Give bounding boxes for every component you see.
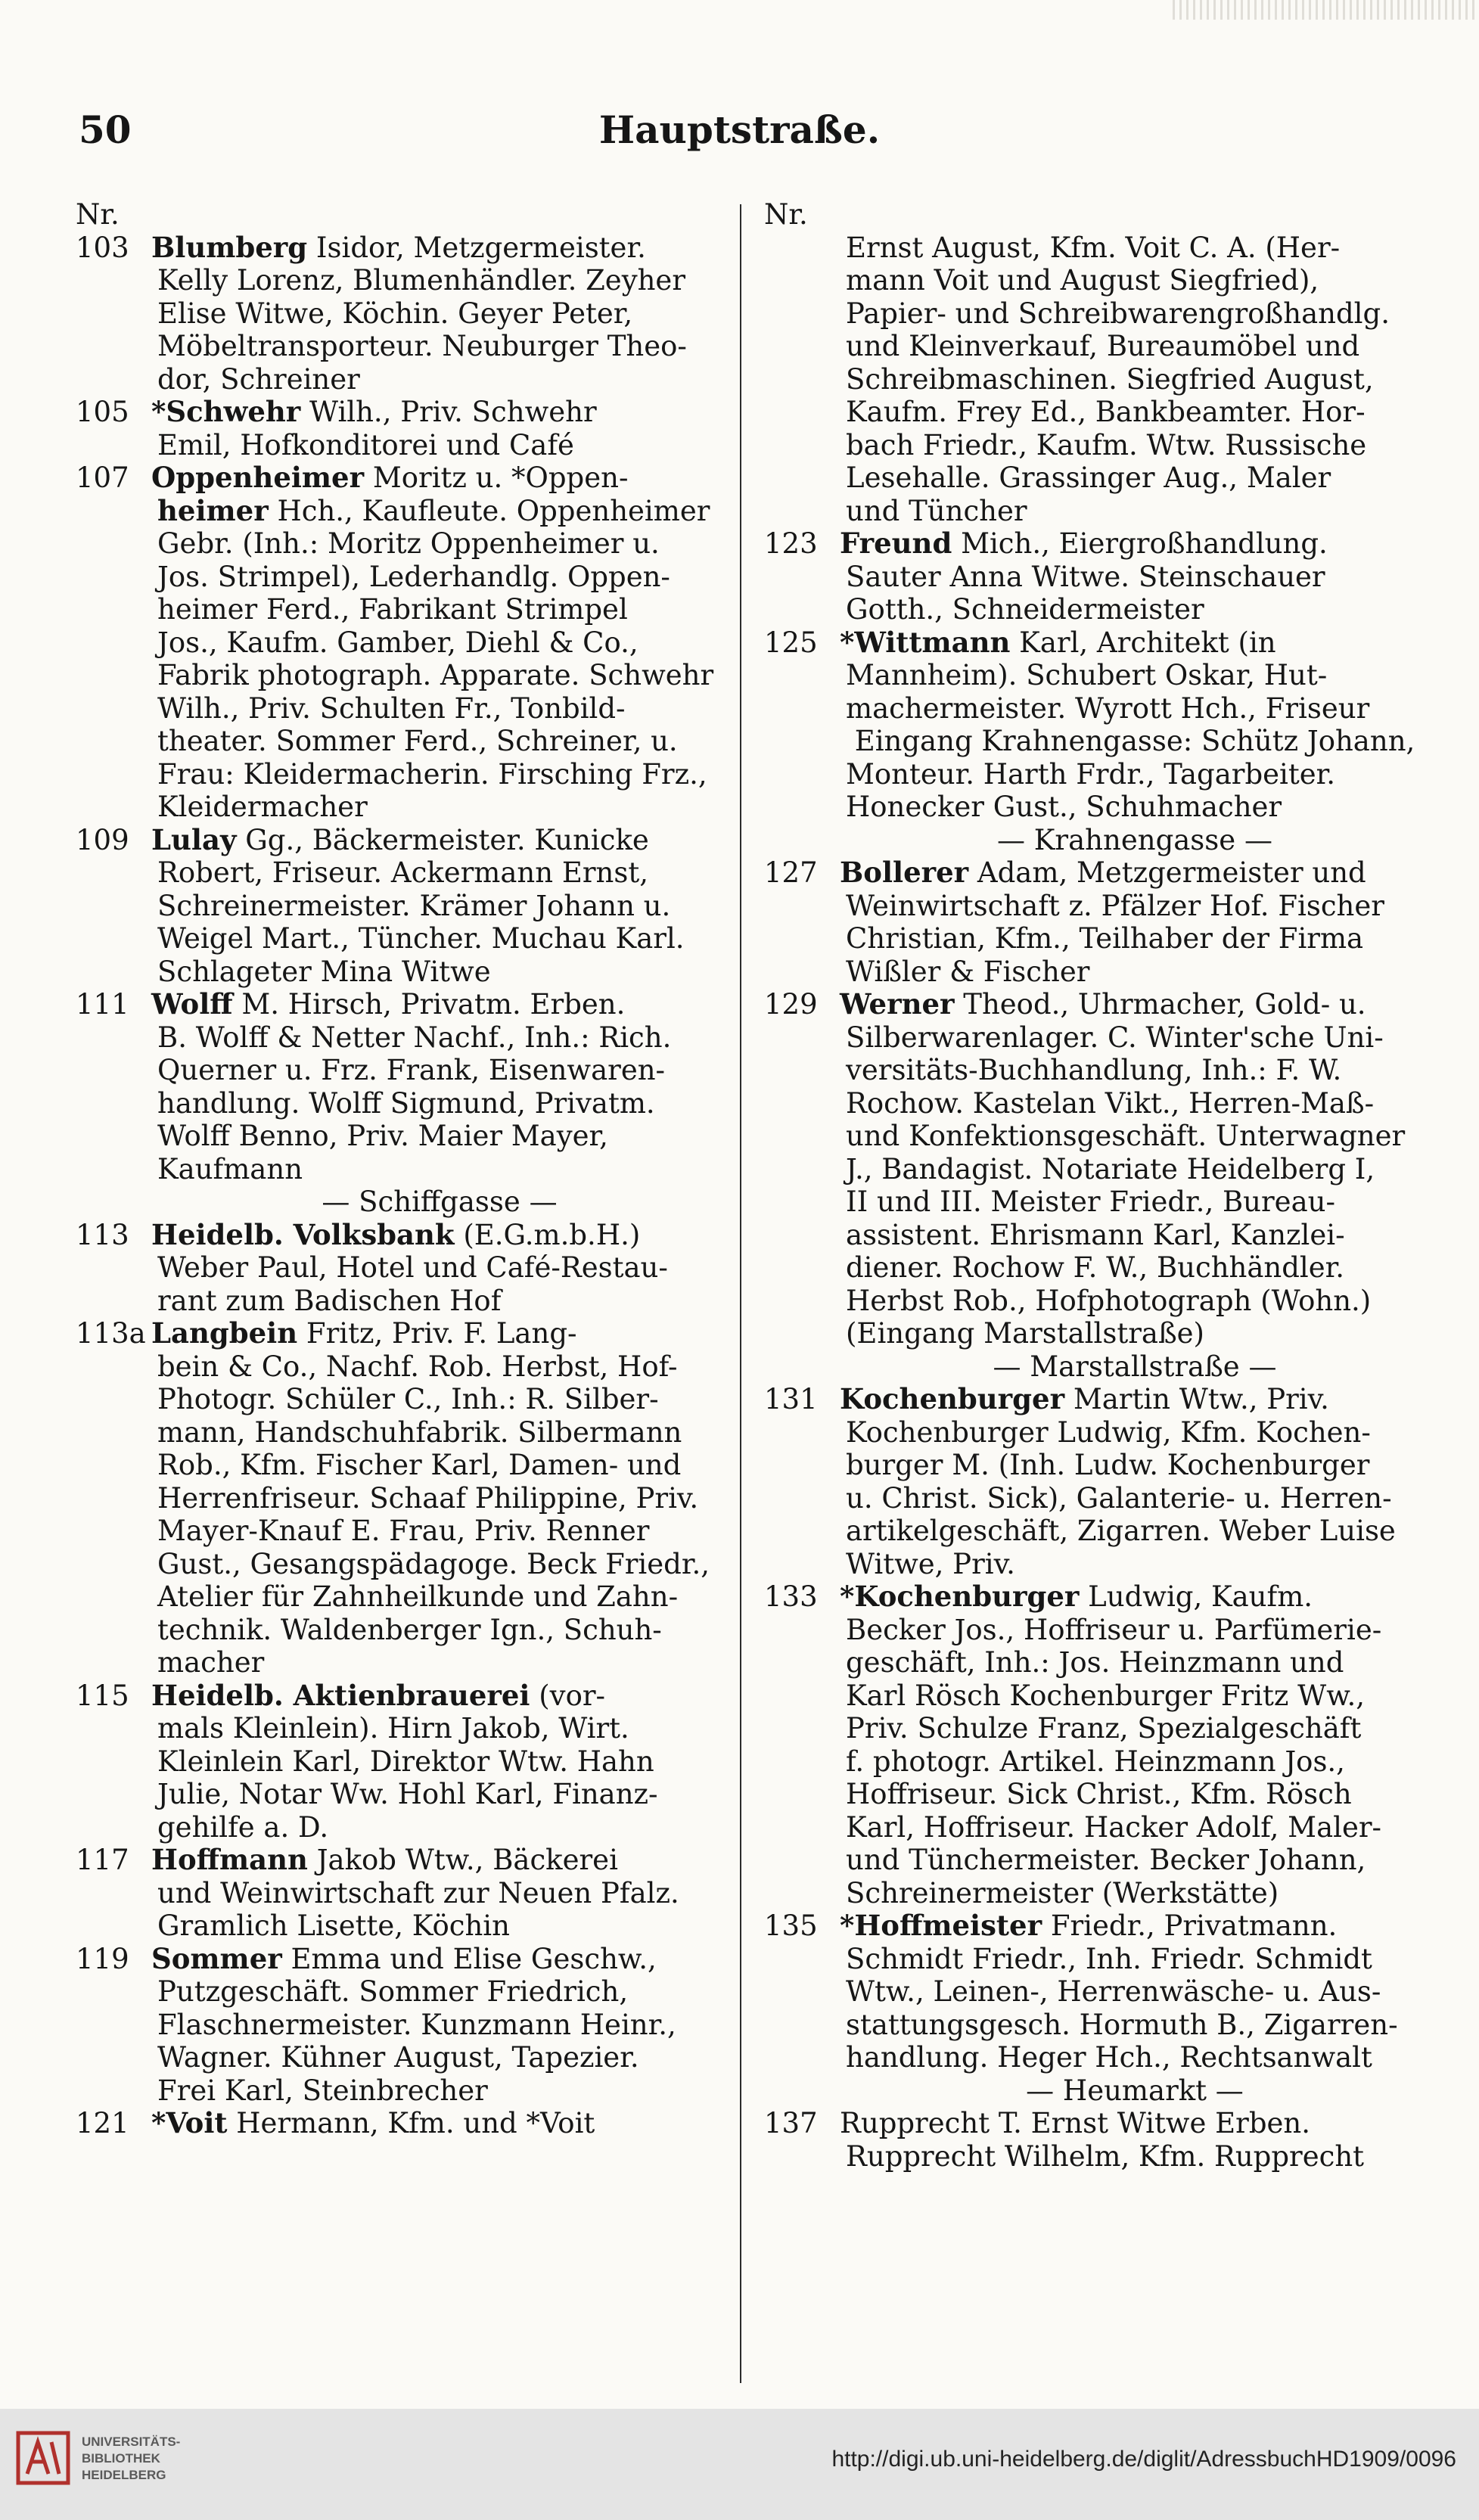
house-number: 107 [76, 461, 129, 494]
entry-text: und Konfektionsgeschäft. Unterwagner [846, 1120, 1406, 1152]
entry-text: Gg., Bäckermeister. Kunicke [236, 823, 649, 856]
entry-heading: Blumberg [151, 231, 308, 264]
entry-continuation-line [76, 1054, 728, 1087]
entry-continuation-line [76, 561, 728, 594]
entry-first-line [76, 1943, 728, 1976]
entry-continuation-line [76, 1712, 728, 1745]
entry-continuation-line [764, 1021, 1430, 1055]
street-separator: Eingang Krahnengasse: Schütz Johann, [854, 725, 1415, 757]
entry-continuation-line [76, 1778, 728, 1811]
entry-text: Mich., Eiergroßhandlung. [952, 527, 1328, 560]
entry-continuation-line [764, 297, 1430, 331]
entry-text: Theod., Uhrmacher, Gold- u. [954, 988, 1366, 1021]
entry-text: versitäts-Buchhandlung, Inh.: F. W. [846, 1054, 1342, 1086]
entry-continuation-line [764, 1317, 1430, 1350]
entry-continuation-line [76, 922, 728, 955]
entry-text: J., Bandagist. Notariate Heidelberg I, [846, 1152, 1375, 1185]
entry-first-line [76, 461, 728, 495]
entry-continuation-line [764, 1416, 1430, 1450]
entry-text: Gramlich Lisette, Köchin [157, 1909, 510, 1942]
house-number: 113 [76, 1218, 129, 1251]
entry-text: mals Kleinlein). Hirn Jakob, Wirt. [157, 1712, 629, 1745]
entry-continuation-line [76, 264, 728, 297]
entry-text: Gust., Gesangspädagoge. Beck Friedr., [157, 1547, 710, 1580]
entry-text: mann Voit und August Siegfried), [846, 264, 1319, 297]
entry-text: Flaschnermeister. Kunzmann Heinr., [157, 2008, 676, 2041]
entry-continuation-line [764, 461, 1430, 495]
entry-continuation-line [76, 1350, 728, 1384]
entry-text: Honecker Gust., Schuhmacher [846, 791, 1282, 823]
entry-continuation-line [764, 1120, 1430, 1153]
entry-text: handlung. Wolff Sigmund, Privatm. [157, 1086, 655, 1120]
entry-continuation-line [76, 1548, 728, 1581]
entry-text: Wilh., Priv. Schulten Fr., Tonbild- [157, 691, 626, 725]
entry-continuation-line [764, 396, 1430, 429]
entry-text: Silberwarenlager. C. Winter'sche Uni- [846, 1021, 1384, 1054]
entry-continuation-line [76, 1153, 728, 1186]
entry-heading: heimer [157, 494, 269, 527]
entry-continuation-line [76, 725, 728, 758]
house-number: 111 [76, 988, 129, 1021]
street-separator: — Krahnengasse — [997, 823, 1272, 856]
entry-first-line [764, 2107, 1430, 2140]
house-number: 103 [76, 231, 129, 264]
entry-continuation-line [764, 1975, 1430, 2009]
entry-text: Monteur. Harth Frdr., Tagarbeiter. [846, 757, 1336, 791]
entry-continuation-line [764, 1844, 1430, 1877]
house-number: Nr. [764, 198, 808, 231]
entry-continuation-line [76, 1614, 728, 1647]
entry-continuation-line [76, 297, 728, 331]
entry-text: Weinwirtschaft z. Pfälzer Hof. Fischer [846, 889, 1384, 922]
entry-text: theater. Sommer Ferd., Schreiner, u. [157, 725, 678, 757]
entry-text: Putzgeschäft. Sommer Friedrich, [157, 1975, 629, 2008]
entry-text: und Kleinverkauf, Bureaumöbel und [846, 330, 1360, 362]
entry-text: Wißler & Fischer [846, 955, 1090, 988]
entry-first-line [764, 198, 1430, 231]
entry-heading: Freund [840, 527, 952, 560]
entry-first-line [764, 988, 1430, 1021]
entry-text: Martin Wtw., Priv. [1064, 1383, 1329, 1415]
entry-text: Mannheim). Schubert Oskar, Hut- [846, 659, 1328, 691]
entry-text: Julie, Notar Ww. Hohl Karl, Finanz- [157, 1778, 658, 1810]
entry-heading: Langbein [151, 1317, 298, 1350]
entry-continuation-line [76, 1515, 728, 1548]
viewer-footer [0, 2409, 1479, 2520]
entry-heading: *Hoffmeister [840, 1909, 1042, 1942]
entry-text: technik. Waldenberger Ign., Schuh- [157, 1613, 662, 1646]
house-number: 115 [76, 1679, 129, 1712]
entry-text: bach Friedr., Kaufm. Wtw. Russische [846, 428, 1367, 461]
entry-text: Wilh., Priv. Schwehr [300, 396, 597, 428]
house-number: 117 [76, 1844, 129, 1876]
entry-text: assistent. Ehrismann Karl, Kanzlei- [846, 1218, 1345, 1251]
source-url-link[interactable]: http://digi.ub.uni-heidelberg.de/diglit/AdressbuchHD1909/0096 [831, 2447, 1456, 2472]
entry-text: Isidor, Metzgermeister. [307, 231, 646, 264]
house-number: 127 [764, 856, 818, 889]
entry-text: (E.G.m.b.H.) [454, 1218, 641, 1251]
house-number: 121 [76, 2107, 129, 2139]
entry-continuation-line [76, 2041, 728, 2074]
entry-text: Photogr. Schüler C., Inh.: R. Silber- [157, 1383, 659, 1415]
entry-heading: *Voit [151, 2107, 228, 2139]
entry-continuation-line [76, 1285, 728, 1318]
column-divider [740, 204, 741, 2383]
entry-continuation-line [764, 561, 1430, 594]
entry-text: (vor- [530, 1679, 606, 1712]
entry-text: Hch., Kaufleute. Oppenheimer [268, 494, 710, 527]
entry-first-line [764, 1580, 1430, 1614]
entry-text: Hermann, Kfm. und *Voit [227, 2107, 595, 2139]
entry-text: Jakob Wtw., Bäckerei [307, 1844, 618, 1876]
street-separator: — Marstallstraße — [993, 1350, 1277, 1383]
entry-text: Hoffriseur. Sick Christ., Kfm. Rösch [846, 1778, 1352, 1810]
entry-continuation-line [764, 1679, 1430, 1713]
entry-text: burger M. (Inh. Ludw. Kochenburger [846, 1449, 1370, 1481]
entry-continuation-line [76, 1580, 728, 1614]
entry-continuation-line [76, 1646, 728, 1679]
entry-text: B. Wolff & Netter Nachf., Inh.: Rich. [157, 1021, 672, 1054]
entry-continuation-line [764, 1646, 1430, 1679]
entry-continuation-line [764, 1153, 1430, 1186]
entry-text: machermeister. Wyrott Hch., Friseur [846, 691, 1370, 725]
entry-text: Kaufm. Frey Ed., Bankbeamter. Hor- [846, 396, 1366, 428]
entry-text: rant zum Badischen Hof [157, 1284, 502, 1317]
entry-text: Kaufmann [157, 1152, 303, 1185]
entry-text: Emma und Elise Geschw., [281, 1942, 657, 1975]
entry-continuation-line [764, 1712, 1430, 1745]
entry-heading: *Schwehr [151, 396, 301, 428]
entry-continuation-line [764, 1251, 1430, 1285]
entry-text: Priv. Schulze Franz, Spezialgeschäft [846, 1712, 1362, 1745]
house-number: 113a [76, 1317, 146, 1350]
street-separator: — Heumarkt — [1026, 2074, 1244, 2107]
logo-line-1: UNIVERSITÄTS- [82, 2435, 181, 2449]
entry-continuation-line [764, 363, 1430, 396]
entry-continuation-line [764, 1054, 1430, 1087]
entry-text: Karl Rösch Kochenburger Fritz Ww., [846, 1679, 1365, 1712]
entry-continuation-line [764, 1482, 1430, 1515]
entry-heading: Sommer [151, 1942, 282, 1975]
page-number: 50 [79, 107, 132, 152]
house-number: 123 [764, 527, 818, 560]
house-number: 135 [764, 1909, 818, 1942]
entry-text: Karl, Architekt (in [1010, 626, 1276, 659]
entry-continuation-line [76, 1449, 728, 1482]
entry-continuation-line [764, 2041, 1430, 2074]
entry-continuation-line [764, 890, 1430, 923]
entry-continuation-line [76, 1120, 728, 1153]
entry-continuation-line [76, 791, 728, 824]
entry-text: bein & Co., Nachf. Rob. Herbst, Hof- [157, 1350, 678, 1383]
entry-text: Schmidt Friedr., Inh. Friedr. Schmidt [846, 1942, 1372, 1975]
house-number: 129 [764, 988, 818, 1021]
entry-first-line [76, 231, 728, 265]
entry-continuation-line [76, 659, 728, 692]
entry-text: Rupprecht Wilhelm, Kfm. Rupprecht [846, 2139, 1365, 2173]
entry-text: Rochow. Kastelan Vikt., Herren-Maß- [846, 1086, 1375, 1120]
entry-text: Schreibmaschinen. Siegfried August, [846, 362, 1374, 396]
entry-text: Ernst August, Kfm. Voit C. A. (Her- [846, 231, 1341, 264]
entry-text: Jos., Kaufm. Gamber, Diehl & Co., [157, 626, 639, 659]
entry-continuation-line [764, 692, 1430, 726]
entry-text: M. Hirsch, Privatm. Erben. [232, 988, 626, 1021]
house-number: 131 [764, 1383, 818, 1415]
entry-text: II und III. Meister Friedr., Bureau- [846, 1185, 1335, 1218]
entry-text: Frau: Kleidermacherin. Firsching Frz., [157, 757, 707, 791]
entry-first-line [764, 527, 1430, 561]
entry-text: Mayer-Knauf E. Frau, Priv. Renner [157, 1515, 650, 1547]
entry-text: Jos. Strimpel), Lederhandlg. Oppen- [157, 560, 670, 593]
entry-continuation-line [764, 231, 1430, 265]
entry-text: Schlageter Mina Witwe [157, 955, 491, 988]
entry-text: Rupprecht T. Ernst Witwe Erben. [840, 2107, 1311, 2139]
entry-heading: Bollerer [840, 856, 969, 889]
house-number: 105 [76, 396, 129, 428]
entry-text: Robert, Friseur. Ackermann Ernst, [157, 856, 648, 889]
entry-continuation-line [76, 955, 728, 989]
entry-text: stattungsgesch. Hormuth B., Zigarren- [846, 2008, 1398, 2041]
entry-first-line [764, 856, 1430, 890]
entry-text: mann, Handschuhfabrik. Silbermann [157, 1415, 682, 1449]
entry-continuation-line [76, 330, 728, 363]
house-number: Nr. [76, 198, 120, 231]
entry-continuation-line [76, 856, 728, 890]
house-number: 137 [764, 2107, 818, 2139]
entry-continuation-line [76, 1909, 728, 1943]
entry-text: und Tünchermeister. Becker Johann, [846, 1844, 1366, 1876]
page-header [0, 107, 1479, 168]
entry-text: Schreinermeister (Werkstätte) [846, 1876, 1279, 1909]
entry-continuation-line [764, 1185, 1430, 1219]
entry-continuation-line [76, 1251, 728, 1285]
entry-heading: Hoffmann [151, 1844, 308, 1876]
entry-text: Rob., Kfm. Fischer Karl, Damen- und [157, 1449, 682, 1481]
entry-continuation-line [764, 1877, 1430, 1910]
entry-continuation-line [76, 363, 728, 396]
entry-text: u. Christ. Sick), Galanterie- u. Herren- [846, 1481, 1392, 1515]
entry-text: Möbeltransporteur. Neuburger Theo- [157, 330, 687, 362]
entry-text: Weber Paul, Hotel und Café-Restau- [157, 1251, 668, 1284]
entry-continuation-line [764, 1811, 1430, 1844]
entry-text: Moritz u. *Oppen- [364, 461, 629, 494]
entry-text: Kleidermacher [157, 791, 368, 823]
entry-continuation-line [76, 429, 728, 462]
logo-line-3: HEIDELBERG [82, 2468, 166, 2482]
entry-text: dor, Schreiner [157, 362, 360, 396]
entry-text: Papier- und Schreibwarengroßhandlg. [846, 297, 1390, 330]
entry-text: Herbst Rob., Hofphotograph (Wohn.) [846, 1284, 1372, 1317]
entry-first-line [76, 1219, 728, 1252]
entry-continuation-line [764, 429, 1430, 462]
entry-heading: Oppenheimer [151, 461, 365, 494]
entry-continuation-line [76, 890, 728, 923]
entry-text: macher [157, 1646, 265, 1679]
entry-text: Fabrik photograph. Apparate. Schwehr [157, 659, 714, 691]
entry-continuation-line [764, 659, 1430, 692]
entry-continuation-line [764, 1285, 1430, 1318]
entry-text: artikelgeschäft, Zigarren. Weber Luise [846, 1515, 1396, 1547]
entry-text: (Eingang Marstallstraße) [846, 1317, 1204, 1350]
entry-first-line [76, 198, 728, 231]
entry-text: diener. Rochow F. W., Buchhändler. [846, 1251, 1345, 1284]
entry-continuation-line [76, 1482, 728, 1515]
entry-text: Wagner. Kühner August, Tapezier. [157, 2041, 639, 2074]
entry-text: Emil, Hofkonditorei und Café [157, 428, 574, 461]
entry-text: Wtw., Leinen-, Herrenwäsche- u. Aus- [846, 1975, 1381, 2008]
entry-continuation-line [764, 1219, 1430, 1252]
house-number: 109 [76, 823, 129, 856]
entry-first-line [76, 2107, 728, 2140]
entry-continuation-line [764, 1087, 1430, 1120]
entry-continuation-line [76, 495, 728, 528]
running-title: Hauptstraße. [598, 107, 881, 152]
entry-text: Atelier für Zahnheilkunde und Zahn- [157, 1580, 679, 1613]
entry-text: Witwe, Priv. [846, 1547, 1015, 1580]
entry-first-line [764, 1909, 1430, 1943]
entry-continuation-line [76, 2009, 728, 2042]
house-number: 125 [764, 626, 818, 659]
entry-continuation-line [764, 791, 1430, 824]
entry-first-line [76, 988, 728, 1021]
entry-text: Friedr., Privatmann. [1042, 1909, 1338, 1942]
entry-continuation-line [764, 955, 1430, 989]
entry-text: Elise Witwe, Köchin. Geyer Peter, [157, 297, 633, 330]
house-number: 119 [76, 1942, 129, 1975]
entry-continuation-line [76, 1877, 728, 1910]
street-separator: — Schiffgasse — [322, 1185, 558, 1218]
entry-continuation-line [76, 1021, 728, 1055]
entry-continuation-line [764, 330, 1430, 363]
entry-continuation-line [764, 758, 1430, 791]
entry-continuation-line [76, 1975, 728, 2009]
entry-first-line [764, 626, 1430, 660]
entry-text: Gotth., Schneidermeister [846, 593, 1204, 626]
entry-continuation-line [764, 2140, 1430, 2174]
entry-text: geschäft, Inh.: Jos. Heinzmann und [846, 1646, 1344, 1679]
entry-text: Weigel Mart., Tüncher. Muchau Karl. [157, 922, 685, 955]
university-seal-icon [15, 2430, 71, 2486]
entry-text: Querner u. Frz. Frank, Eisenwaren- [157, 1054, 666, 1086]
entry-text: Adam, Metzgermeister und [968, 856, 1366, 889]
entry-text: Becker Jos., Hoffriseur u. Parfümerie- [846, 1613, 1382, 1646]
entry-heading: Kochenburger [840, 1383, 1065, 1415]
library-logo-text [82, 2434, 180, 2484]
entry-continuation-line [76, 593, 728, 626]
entry-continuation-line [764, 1745, 1430, 1779]
entry-continuation-line [764, 264, 1430, 297]
entry-continuation-line [76, 527, 728, 561]
entry-text: Frei Karl, Steinbrecher [157, 2074, 488, 2107]
entry-continuation-line [764, 1515, 1430, 1548]
entry-text: Fritz, Priv. F. Lang- [297, 1317, 577, 1350]
entry-continuation-line [764, 1548, 1430, 1581]
entry-continuation-line [76, 1745, 728, 1779]
house-number: 133 [764, 1580, 818, 1613]
entry-text: heimer Ferd., Fabrikant Strimpel [157, 593, 628, 626]
entry-text: Herrenfriseur. Schaaf Philippine, Priv. [157, 1481, 699, 1515]
entry-continuation-line [764, 1614, 1430, 1647]
entry-heading: Werner [840, 988, 955, 1021]
entry-continuation-line [76, 1087, 728, 1120]
entry-heading: *Kochenburger [840, 1580, 1080, 1613]
entry-continuation-line [76, 692, 728, 726]
entry-continuation-line [76, 758, 728, 791]
entry-first-line [76, 1317, 728, 1350]
scan-edge-noise [1173, 0, 1479, 20]
entry-text: Karl, Hoffriseur. Hacker Adolf, Maler- [846, 1810, 1382, 1844]
entry-text: gehilfe a. D. [157, 1810, 329, 1844]
entry-continuation-line [76, 1416, 728, 1450]
entry-continuation-line [764, 593, 1430, 626]
entry-text: Kleinlein Karl, Direktor Wtw. Hahn [157, 1745, 654, 1778]
entry-text: Ludwig, Kaufm. [1079, 1580, 1313, 1613]
entry-text: und Tüncher [846, 494, 1027, 527]
entry-continuation-line [76, 1383, 728, 1416]
entry-text: Wolff Benno, Priv. Maier Mayer, [157, 1120, 608, 1152]
entry-text: Kochenburger Ludwig, Kfm. Kochen- [846, 1415, 1371, 1449]
entry-continuation-line [76, 2074, 728, 2108]
entry-continuation-line [764, 2009, 1430, 2042]
entry-first-line [764, 1383, 1430, 1416]
entry-text: Gebr. (Inh.: Moritz Oppenheimer u. [157, 527, 660, 560]
entry-first-line [76, 1679, 728, 1713]
left-column [76, 198, 728, 2392]
entry-first-line [76, 824, 728, 857]
entry-heading: Heidelb. Volksbank [151, 1218, 455, 1251]
entry-text: Kelly Lorenz, Blumenhändler. Zeyher [157, 264, 686, 297]
entry-continuation-line [764, 1943, 1430, 1976]
entry-first-line [76, 396, 728, 429]
entry-first-line [76, 1844, 728, 1877]
entry-continuation-line [764, 922, 1430, 955]
entry-text: Schreinermeister. Krämer Johann u. [157, 889, 671, 922]
entry-text: handlung. Heger Hch., Rechtsanwalt [846, 2041, 1372, 2074]
right-column [764, 198, 1430, 2392]
entry-continuation-line [76, 1811, 728, 1844]
entry-continuation-line [764, 1449, 1430, 1482]
entry-heading: *Wittmann [840, 626, 1011, 659]
entry-text: und Weinwirtschaft zur Neuen Pfalz. [157, 1876, 679, 1909]
entry-text: f. photogr. Artikel. Heinzmann Jos., [846, 1745, 1345, 1778]
entry-continuation-line [76, 626, 728, 660]
entry-heading: Lulay [151, 823, 237, 856]
entry-heading: Heidelb. Aktienbrauerei [151, 1679, 530, 1712]
entry-text: Lesehalle. Grassinger Aug., Maler [846, 461, 1331, 494]
logo-line-2: BIBLIOTHEK [82, 2451, 160, 2466]
entry-text: Christian, Kfm., Teilhaber der Firma [846, 922, 1364, 955]
entry-heading: Wolff [151, 988, 233, 1021]
entry-continuation-line [764, 1778, 1430, 1811]
entry-text: Sauter Anna Witwe. Steinschauer [846, 560, 1325, 593]
entry-continuation-line [764, 495, 1430, 528]
